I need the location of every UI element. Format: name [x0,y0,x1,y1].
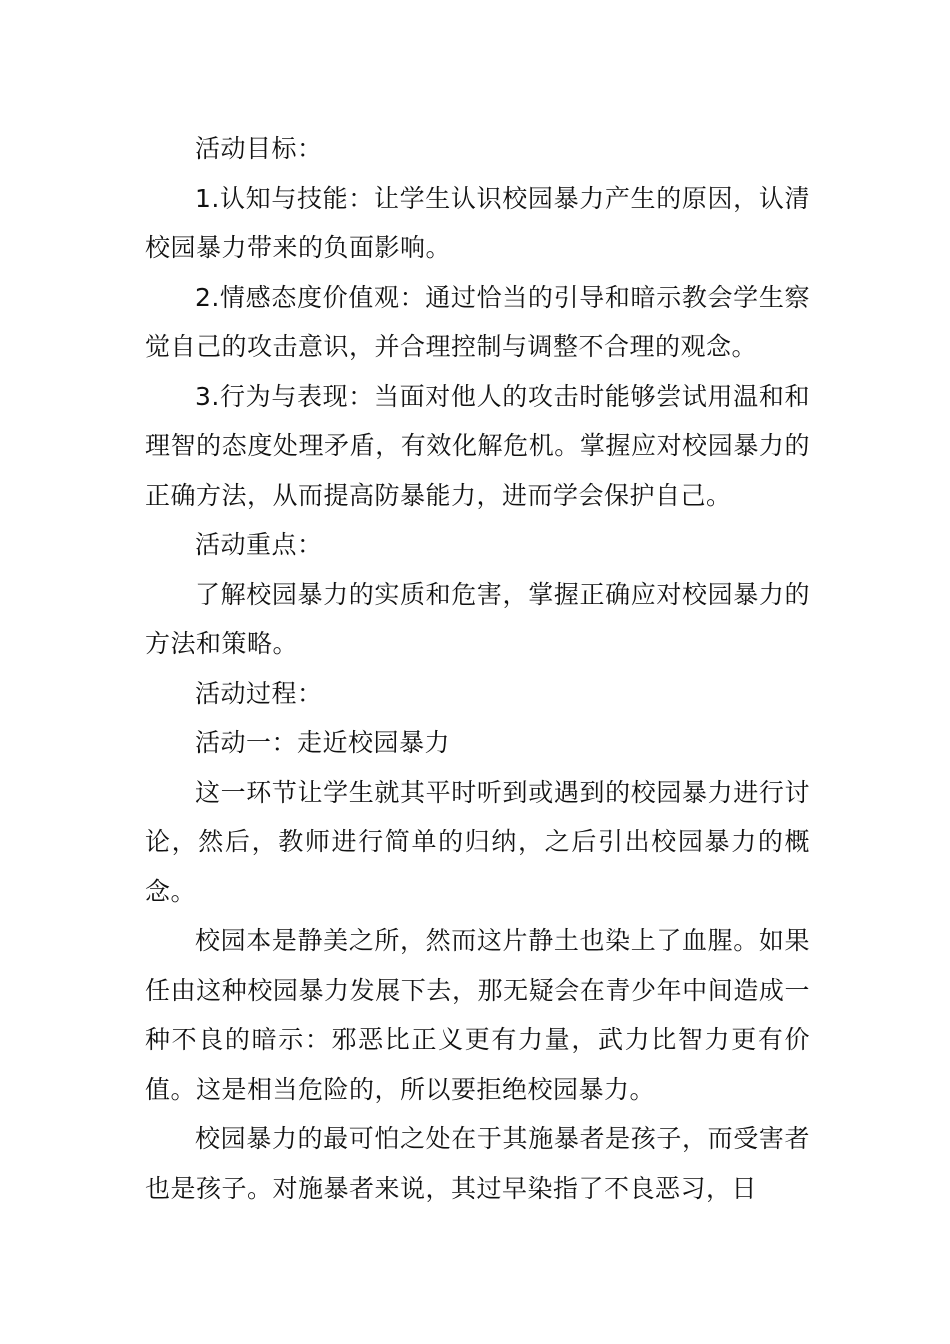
goal-behavior-performance: 3.行为与表现：当面对他人的攻击时能够尝试用温和和理智的态度处理矛盾，有效化解危机。掌握应对校园暴力的正确方法，从而提高防暴能力，进而学会保护自己。 [145,381,810,510]
heading-activity-one: 活动一：走近校园暴力 [195,728,451,757]
heading-activity-process: 活动过程： [195,678,323,708]
body-paragraph-campus: 校园本是静美之所，然而这片静土也染上了血腥。如果任由这种校园暴力发展下去，那无疑会在青少年中间造成一种不良的暗示：邪恶比正义更有力量，武力比智力更有价值。这是相当危险的，所以要拒绝校园暴力。 [145,926,810,1104]
document-body [145,124,810,1213]
heading-activity-focus: 活动重点： [195,530,323,559]
activity-one-description: 这一环节让学生就其平时听到或遇到的校园暴力进行讨论，然后，教师进行简单的归纳，之后引出校园暴力的概念。 [145,777,810,906]
goal-emotion-values: 2.情感态度价值观：通过恰当的引导和暗示教会学生察觉自己的攻击意识，并合理控制与调整不合理的观念。 [145,282,810,361]
heading-activity-goals: 活动目标： [195,134,323,163]
body-paragraph-danger: 校园暴力的最可怕之处在于其施暴者是孩子，而受害者也是孩子。对施暴者来说，其过早染指了不良恶习，日 [145,1124,810,1203]
activity-focus-text: 了解校园暴力的实质和危害，掌握正确应对校园暴力的方法和策略。 [145,579,810,658]
goal-cognition-skills: 1.认知与技能：让学生认识校园暴力产生的原因，认清校园暴力带来的负面影响。 [145,183,810,262]
